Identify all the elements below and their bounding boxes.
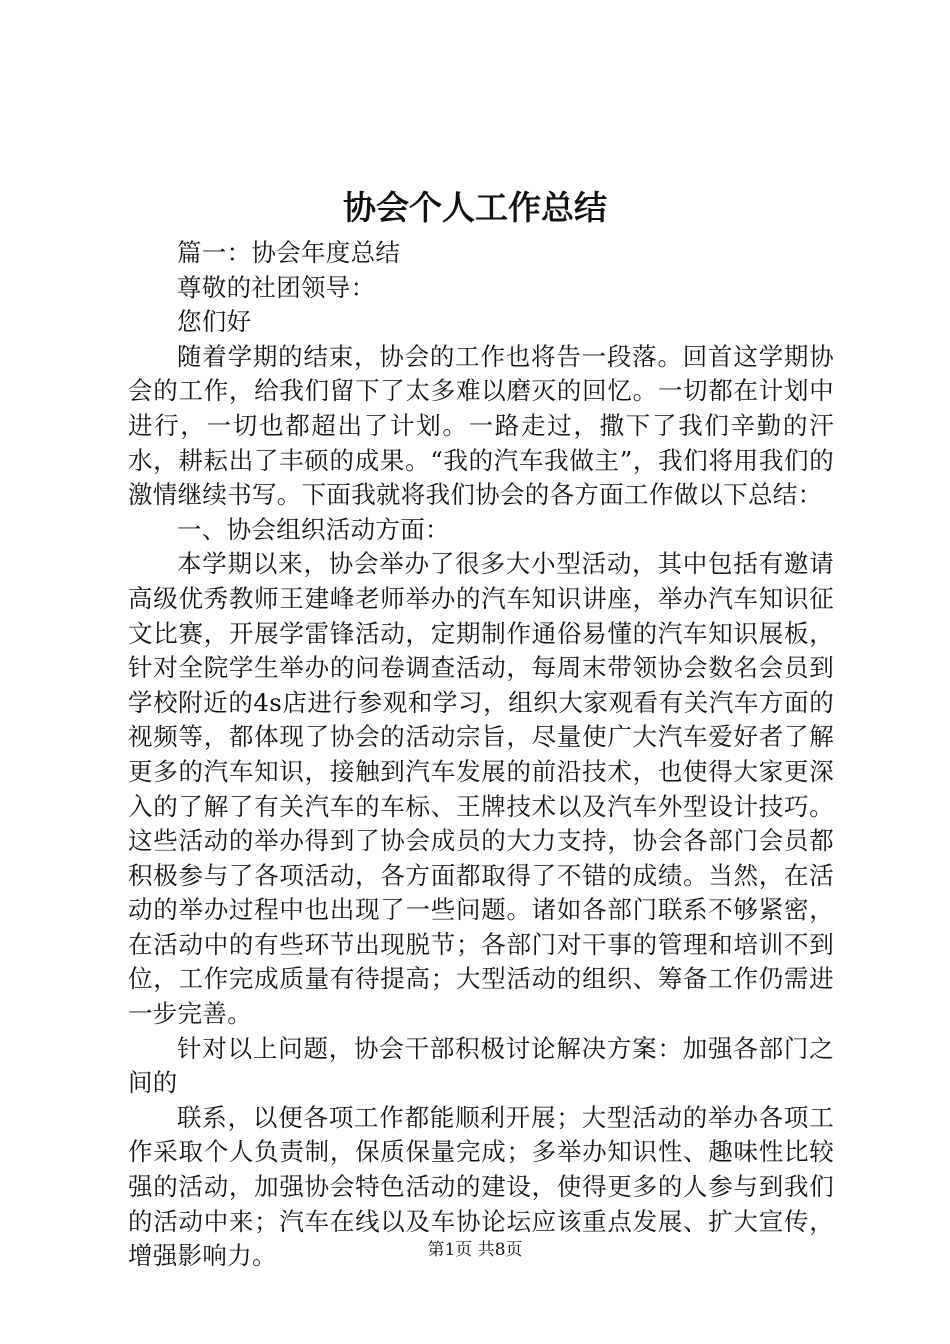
salutation: 尊敬的社团领导：: [177, 272, 376, 302]
section-heading: 篇一：协会年度总结: [177, 238, 401, 267]
greeting: 您们好: [177, 307, 252, 337]
paragraph-activities: 本学期以来，协会举办了很多大小型活动，其中包括有邀请高级优秀教师王建峰老师举办的汽车知识讲座，举办汽车知识征文比赛，开展学雷锋活动，定期制作通俗易懂的汽车知识展板，针对全院学生举办的问卷调查活动，每周末带领协会数名会员到学校附近的4s店进行参观和学习，组织大家观看有关汽车方面的视频等，都体现了协会的活动宗旨，尽量使广大汽车爱好者了解更多的汽车知识，接触到汽车发展的前沿技术，也使得大家更深入的了解了有关汽车的车标、王牌技术以及汽车外型设计技巧。这些活动的举办得到了协会成员的大力支持，协会各部门会员都积极参与了各项活动，各方面都取得了不错的成绩。当然，在活动的举办过程中也出现了一些问题。诸如各部门联系不够紧密，在活动中的有些环节出现脱节；各部门对干事的管理和培训不到位，工作完成质量有待提高；大型活动的组织、筹备工作仍需进一步完善。: [128, 549, 834, 1029]
document-title: 协会个人工作总结: [343, 188, 607, 227]
paragraph-solutions-continued: 联系，以便各项工作都能顺利开展；大型活动的举办各项工作采取个人负责制，保质保量完成；多举办知识性、趣味性比较强的活动，加强协会特色活动的建设，使得更多的人参与到我们的活动中来；汽车在线以及车协论坛应该重点发展、扩大宣传，增强影响力。: [128, 1102, 834, 1271]
paragraph-intro: 随着学期的结束，协会的工作也将告一段落。回首这学期协会的工作，给我们留下了太多难以磨灭的回忆。一切都在计划中进行，一切也都超出了计划。一路走过，撒下了我们辛勤的汗水，耕耘出了丰硕的成果。“我的汽车我做主”，我们将用我们的激情继续书写。下面我就将我们协会的各方面工作做以下总结：: [128, 341, 834, 510]
paragraph-solutions: 针对以上问题，协会干部积极讨论解决方案：加强各部门之间的: [128, 1033, 834, 1098]
page-number-footer: 第1页 共8页: [427, 1240, 523, 1260]
document-body: [128, 236, 834, 1274]
subsection-heading: 一、协会组织活动方面：: [177, 514, 450, 544]
